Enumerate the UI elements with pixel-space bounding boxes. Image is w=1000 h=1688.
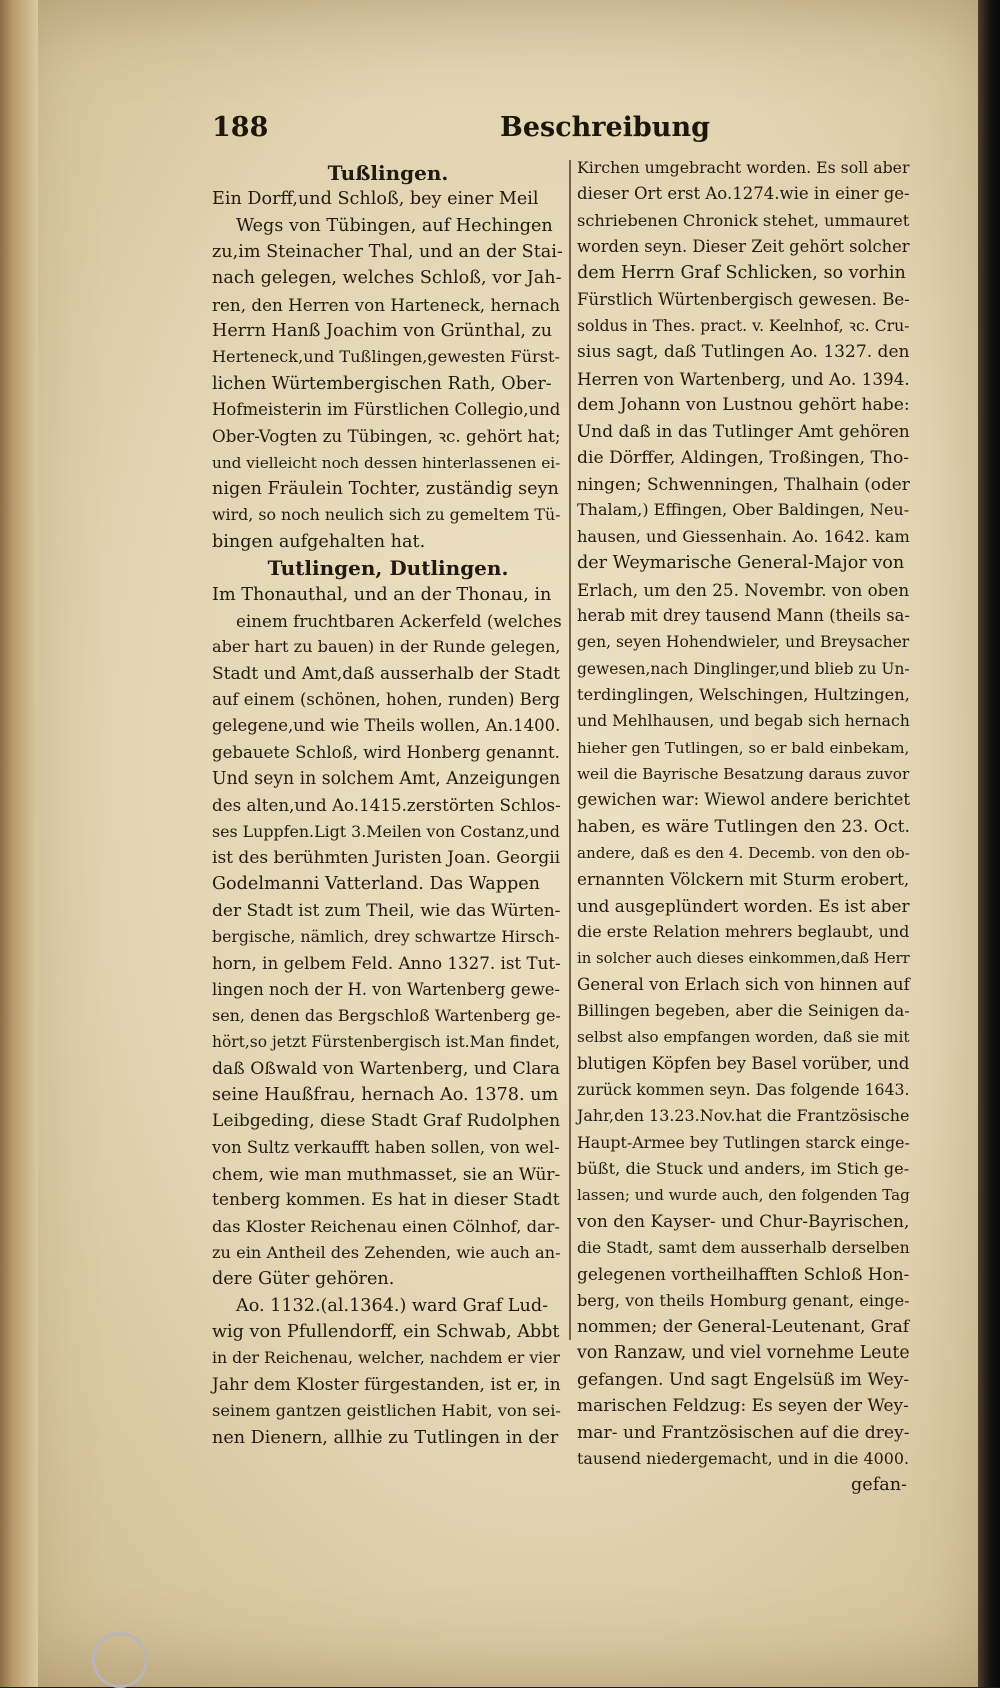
text-line: des alten,und Ao.1415.zerstörten Schlos- [212,795,561,816]
text-line: mar- und Frantzösischen auf die drey- [577,1422,910,1443]
text-line: von Ranzaw, und viel vornehme Leute [577,1343,910,1364]
text-line: Haupt-Armee bey Tutlingen starck einge- [577,1132,910,1152]
text-line: auf einem (schönen, hohen, runden) Berg [212,689,560,709]
text-line: chem, wie man muthmasset, sie an Wür- [212,1164,561,1185]
text-line: herab mit drey tausend Mann (theils sa- [577,605,910,625]
text-line: sen, denen das Bergschloß Wartenberg ge- [212,1006,561,1025]
text-line: Herren von Wartenberg, und Ao. 1394. [577,368,910,389]
text-line: Erlach, um den 25. Novembr. von oben [577,579,910,600]
text-line: tausend niedergemacht, und in die 4000. [577,1448,910,1468]
column-divider [569,160,571,1340]
text-line: von den Kayser- und Chur-Bayrischen, [577,1211,910,1232]
binding-ring [92,1632,148,1688]
right-text-column [577,155,913,1499]
text-line: und Mehlhausen, und begab sich hernach [577,711,910,731]
text-line: Leibgeding, diese Stadt Graf Rudolphen [212,1111,561,1132]
text-line: Und seyn in solchem Amt, Anzeigungen [212,768,561,789]
text-line: von Sultz verkaufft haben sollen, von wel- [212,1137,560,1157]
text-line: blutigen Köpfen bey Basel vorüber, und [577,1053,910,1073]
section-heading: Tußlingen. [327,161,449,185]
text-line: und vielleicht noch dessen hinterlassenen ei- [212,453,561,472]
text-line: Kirchen umgebracht worden. Es soll aber [577,158,910,177]
text-line: Ober-Vogten zu Tübingen, ꝛc. gehört hat; [212,426,561,447]
text-line: gefan- [851,1475,907,1496]
text-line: andere, daß es den 4. Decemb. von den ob- [577,843,910,862]
text-line: die Stadt, samt dem ausserhalb derselben [577,1239,910,1258]
text-line: dieser Ort erst Ao.1274.wie in einer ge- [577,184,910,204]
text-line: seinem gantzen geistlichen Habit, von sei- [212,1401,561,1421]
text-line: Herteneck,und Tußlingen,gewesten Fürst- [212,347,560,367]
text-line: Im Thonauthal, und an der Thonau, in [212,584,552,605]
text-line: zu ein Antheil des Zehenden, wie auch an- [212,1243,561,1263]
text-line: Hofmeisterin im Fürstlichen Collegio,und [212,400,561,420]
text-line: Billingen begeben, aber die Seinigen da- [577,1001,910,1020]
text-line: Und daß in das Tutlinger Amt gehören [577,421,910,442]
text-line: einem fruchtbaren Ackerfeld (welches [236,610,562,631]
left-text-column [212,160,564,1451]
text-line: ist des berühmten Juristen Joan. Georgii [212,847,561,868]
text-line: hört,so jetzt Fürstenbergisch ist.Man findet, [212,1033,560,1052]
text-line: soldus in Thes. pract. v. Keelnhof, ꝛc. Cru- [577,316,910,336]
text-line: dem Herrn Graf Schlicken, so vorhin [577,263,906,284]
text-line: in solcher auch dieses einkommen,daß Herr [577,949,910,968]
text-line: bingen aufgehalten hat. [212,531,426,552]
text-line: weil die Bayrische Besatzung daraus zuvor [577,764,910,783]
text-line: gefangen. Und sagt Engelsüß im Wey- [577,1369,910,1390]
text-line: lingen noch der H. von Wartenberg gewe- [212,979,560,999]
text-line: nigen Fräulein Tochter, zuständig seyn [212,479,559,500]
text-line: Herrn Hanß Joachim von Grünthal, zu [212,321,553,342]
text-line: daß Oßwald von Wartenberg, und Clara [212,1058,560,1079]
text-line: seine Haußfrau, hernach Ao. 1378. um [212,1085,559,1106]
text-line: nen Dienern, allhie zu Tutlingen in der [212,1427,559,1448]
text-line: Jahr dem Kloster fürgestanden, ist er, in [212,1374,561,1395]
text-line: und ausgeplündert worden. Es ist aber [577,895,910,916]
text-line: Godelmanni Vatterland. Das Wappen [212,874,540,895]
text-line: gelegene,und wie Theils wollen, An.1400. [212,716,561,736]
text-line: hausen, und Giessenhain. Ao. 1642. kam [577,526,910,546]
text-line: wird, so noch neulich sich zu gemeltem Tü- [212,505,561,525]
text-line: gewichen war: Wiewol andere berichtet [577,790,910,810]
text-line: die erste Relation mehrers beglaubt, und [577,921,910,941]
text-line: Ein Dorff,und Schloß, bey einer Meil [212,189,539,210]
text-line: gelegenen vortheilhafften Schloß Hon- [577,1264,910,1285]
text-line: Ao. 1132.(al.1364.) ward Graf Lud- [236,1295,549,1316]
text-line: ningen; Schwenningen, Thalhain (oder [577,474,910,495]
text-line: schriebenen Chronick stehet, ummauret [577,210,910,230]
text-line: aber hart zu bauen) in der Runde gelegen, [212,637,561,657]
text-line: Jahr,den 13.23.Nov.hat die Frantzösische [577,1106,910,1126]
text-line: zu,im Steinacher Thal, und an der Stai- [212,242,563,263]
text-line: sius sagt, daß Tutlingen Ao. 1327. den [577,342,910,363]
text-line: selbst also empfangen worden, daß sie mit [577,1028,910,1047]
text-line: Stadt und Amt,daß ausserhalb der Stadt [212,663,561,684]
text-line: nach gelegen, welches Schloß, vor Jah- [212,268,562,289]
text-line: ernannten Völckern mit Sturm erobert, [577,869,910,890]
text-line: tenberg kommen. Es hat in dieser Stadt [212,1190,560,1211]
text-line: ren, den Herren von Harteneck, hernach [212,294,561,315]
text-line: die Dörffer, Aldingen, Troßingen, Tho- [577,447,910,468]
text-line: nommen; der General-Leutenant, Graf [577,1317,910,1338]
text-line: Wegs von Tübingen, auf Hechingen [236,215,553,236]
text-line: wig von Pfullendorff, ein Schwab, Abbt [212,1322,560,1343]
text-line: lichen Würtembergischen Rath, Ober- [212,373,552,394]
page-number: 188 [212,112,269,143]
text-line: ses Luppfen.Ligt 3.Meilen von Costanz,und [212,821,560,841]
text-line: marischen Feldzug: Es seyen der Wey- [577,1396,909,1417]
text-line: General von Erlach sich von hinnen auf [577,974,910,994]
text-line: gebauete Schloß, wird Honberg genannt. [212,742,560,762]
running-head: Beschreibung [500,112,710,143]
text-line: dem Johann von Lustnou gehört habe: [577,395,910,416]
book-cover-edge [978,0,1000,1687]
text-line: dere Güter gehören. [212,1269,395,1290]
text-line: lassen; und wurde auch, den folgenden Tag [577,1186,910,1205]
text-line: gewesen,nach Dinglinger,und blieb zu Un- [577,659,910,678]
text-line: haben, es wäre Tutlingen den 23. Oct. [577,816,910,837]
text-line: in der Reichenau, welcher, nachdem er vier [212,1348,561,1368]
text-line: Thalam,) Effingen, Ober Baldingen, Neu- [577,500,910,520]
text-line: büßt, die Stuck und anders, im Stich ge- [577,1159,910,1179]
section-heading: Tutlingen, Dutlingen. [267,556,509,581]
text-line: der Weymarische General-Major von [577,553,905,574]
text-line: das Kloster Reichenau einen Cölnhof, dar- [212,1216,560,1236]
text-line: hieher gen Tutlingen, so er bald einbekam, [577,738,910,757]
text-line: horn, in gelbem Feld. Anno 1327. ist Tut- [212,953,561,974]
text-line: terdinglingen, Welschingen, Hultzingen, [577,684,910,704]
text-line: berg, von theils Homburg genant, einge- [577,1290,910,1310]
text-line: Fürstlich Würtenbergisch gewesen. Be- [577,289,910,309]
text-line: der Stadt ist zum Theil, wie das Würten- [212,900,561,921]
text-line: worden seyn. Dieser Zeit gehört solcher [577,237,910,257]
text-line: bergische, nämlich, drey schwartze Hirsch- [212,926,560,946]
page-gutter-edge [0,0,38,1687]
text-line: gen, seyen Hohendwieler, und Breysacher [577,633,910,652]
text-line: zurück kommen seyn. Das folgende 1643. [577,1080,910,1100]
